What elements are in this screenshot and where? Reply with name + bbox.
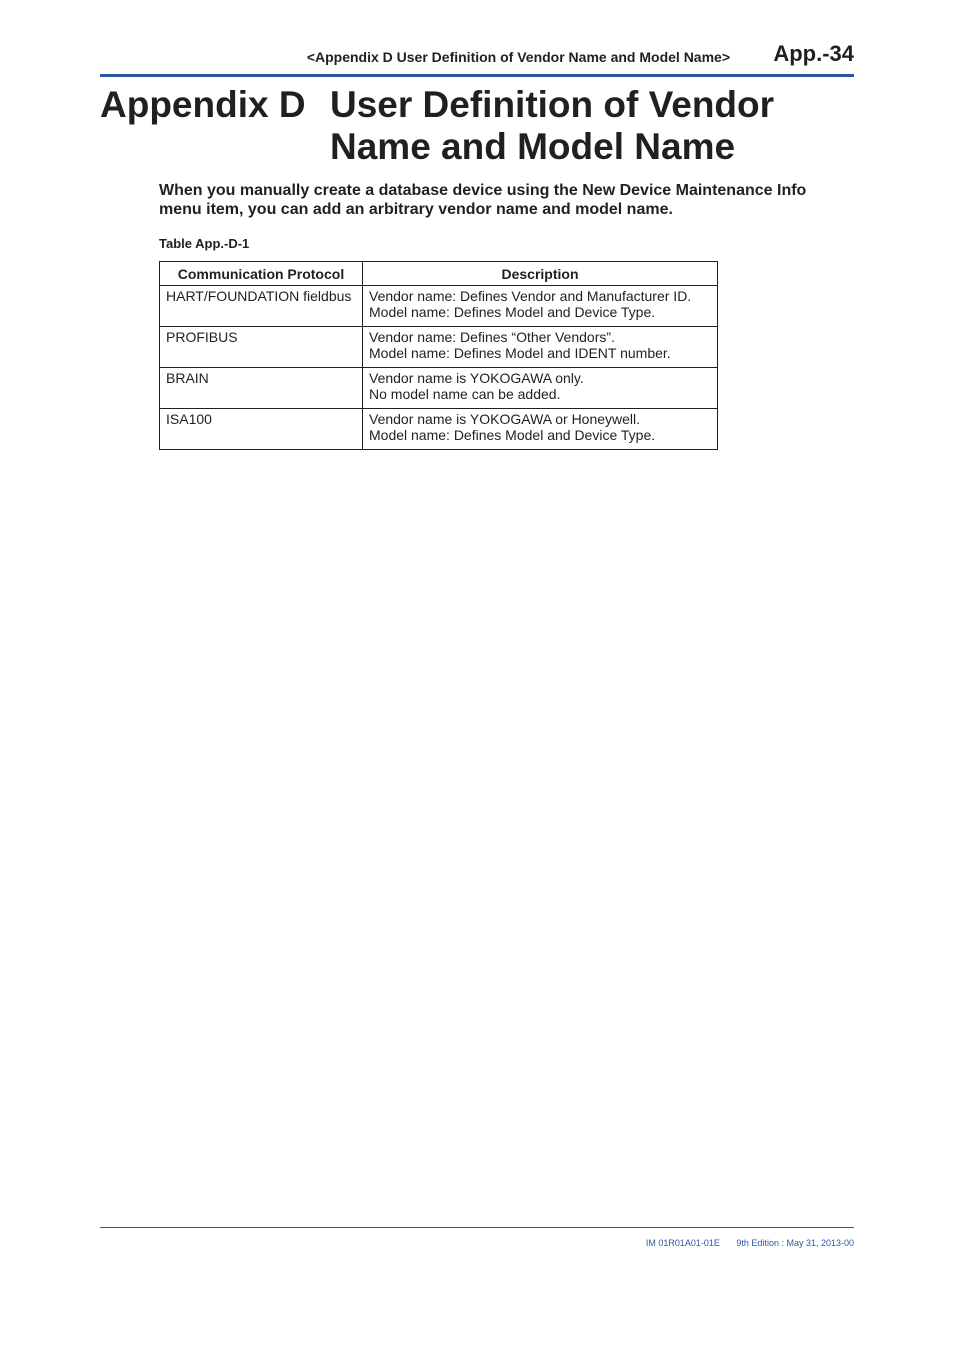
description-cell <box>363 368 718 409</box>
protocol-cell: HART/FOUNDATION fieldbus <box>160 286 363 327</box>
table-row <box>160 368 718 409</box>
description-line: Vendor name is YOKOGAWA only. <box>369 370 584 386</box>
header-rule <box>100 74 854 77</box>
chapter-label: Appendix D <box>100 84 306 125</box>
protocol-cell: BRAIN <box>160 368 363 409</box>
description-line: Vendor name is YOKOGAWA or Honeywell. <box>369 411 641 427</box>
intro-paragraph: When you manually create a database device using the New Device Maintenance Info menu item, you can add an arbitrary vendor name and model name. <box>159 182 807 218</box>
description-line: No model name can be added. <box>369 386 561 402</box>
description-line: Model name: Defines Model and IDENT number. <box>369 345 671 361</box>
running-header <box>100 40 854 74</box>
footer-rule <box>100 1227 854 1228</box>
table-row <box>160 327 718 368</box>
table-header-row <box>160 262 718 286</box>
description-line: Model name: Defines Model and Device Type. <box>369 427 656 443</box>
table-row <box>160 409 718 450</box>
description-cell <box>363 327 718 368</box>
description-cell <box>363 286 718 327</box>
document-id: IM 01R01A01-01E <box>645 1238 720 1248</box>
table-caption: Table App.-D-1 <box>159 236 250 251</box>
chapter-name: User Definition of Vendor Name and Model Name <box>330 84 775 167</box>
edition-date: 9th Edition : May 31, 2013-00 <box>736 1238 854 1248</box>
protocol-cell: ISA100 <box>160 409 363 450</box>
footer <box>646 1238 854 1248</box>
description-line: Vendor name: Defines Vendor and Manufacturer ID. <box>369 288 692 304</box>
description-cell <box>363 409 718 450</box>
running-title: <Appendix D User Definition of Vendor Name and Model Name> <box>306 49 730 65</box>
page-number: App.-34 <box>773 41 854 66</box>
table-row <box>160 286 718 327</box>
description-line: Model name: Defines Model and Device Type. <box>369 304 656 320</box>
protocol-table <box>159 261 718 450</box>
description-line: Vendor name: Defines “Other Vendors”. <box>369 329 615 345</box>
column-header-protocol: Communication Protocol <box>160 262 363 286</box>
protocol-cell: PROFIBUS <box>160 327 363 368</box>
column-header-description: Description <box>363 262 718 286</box>
